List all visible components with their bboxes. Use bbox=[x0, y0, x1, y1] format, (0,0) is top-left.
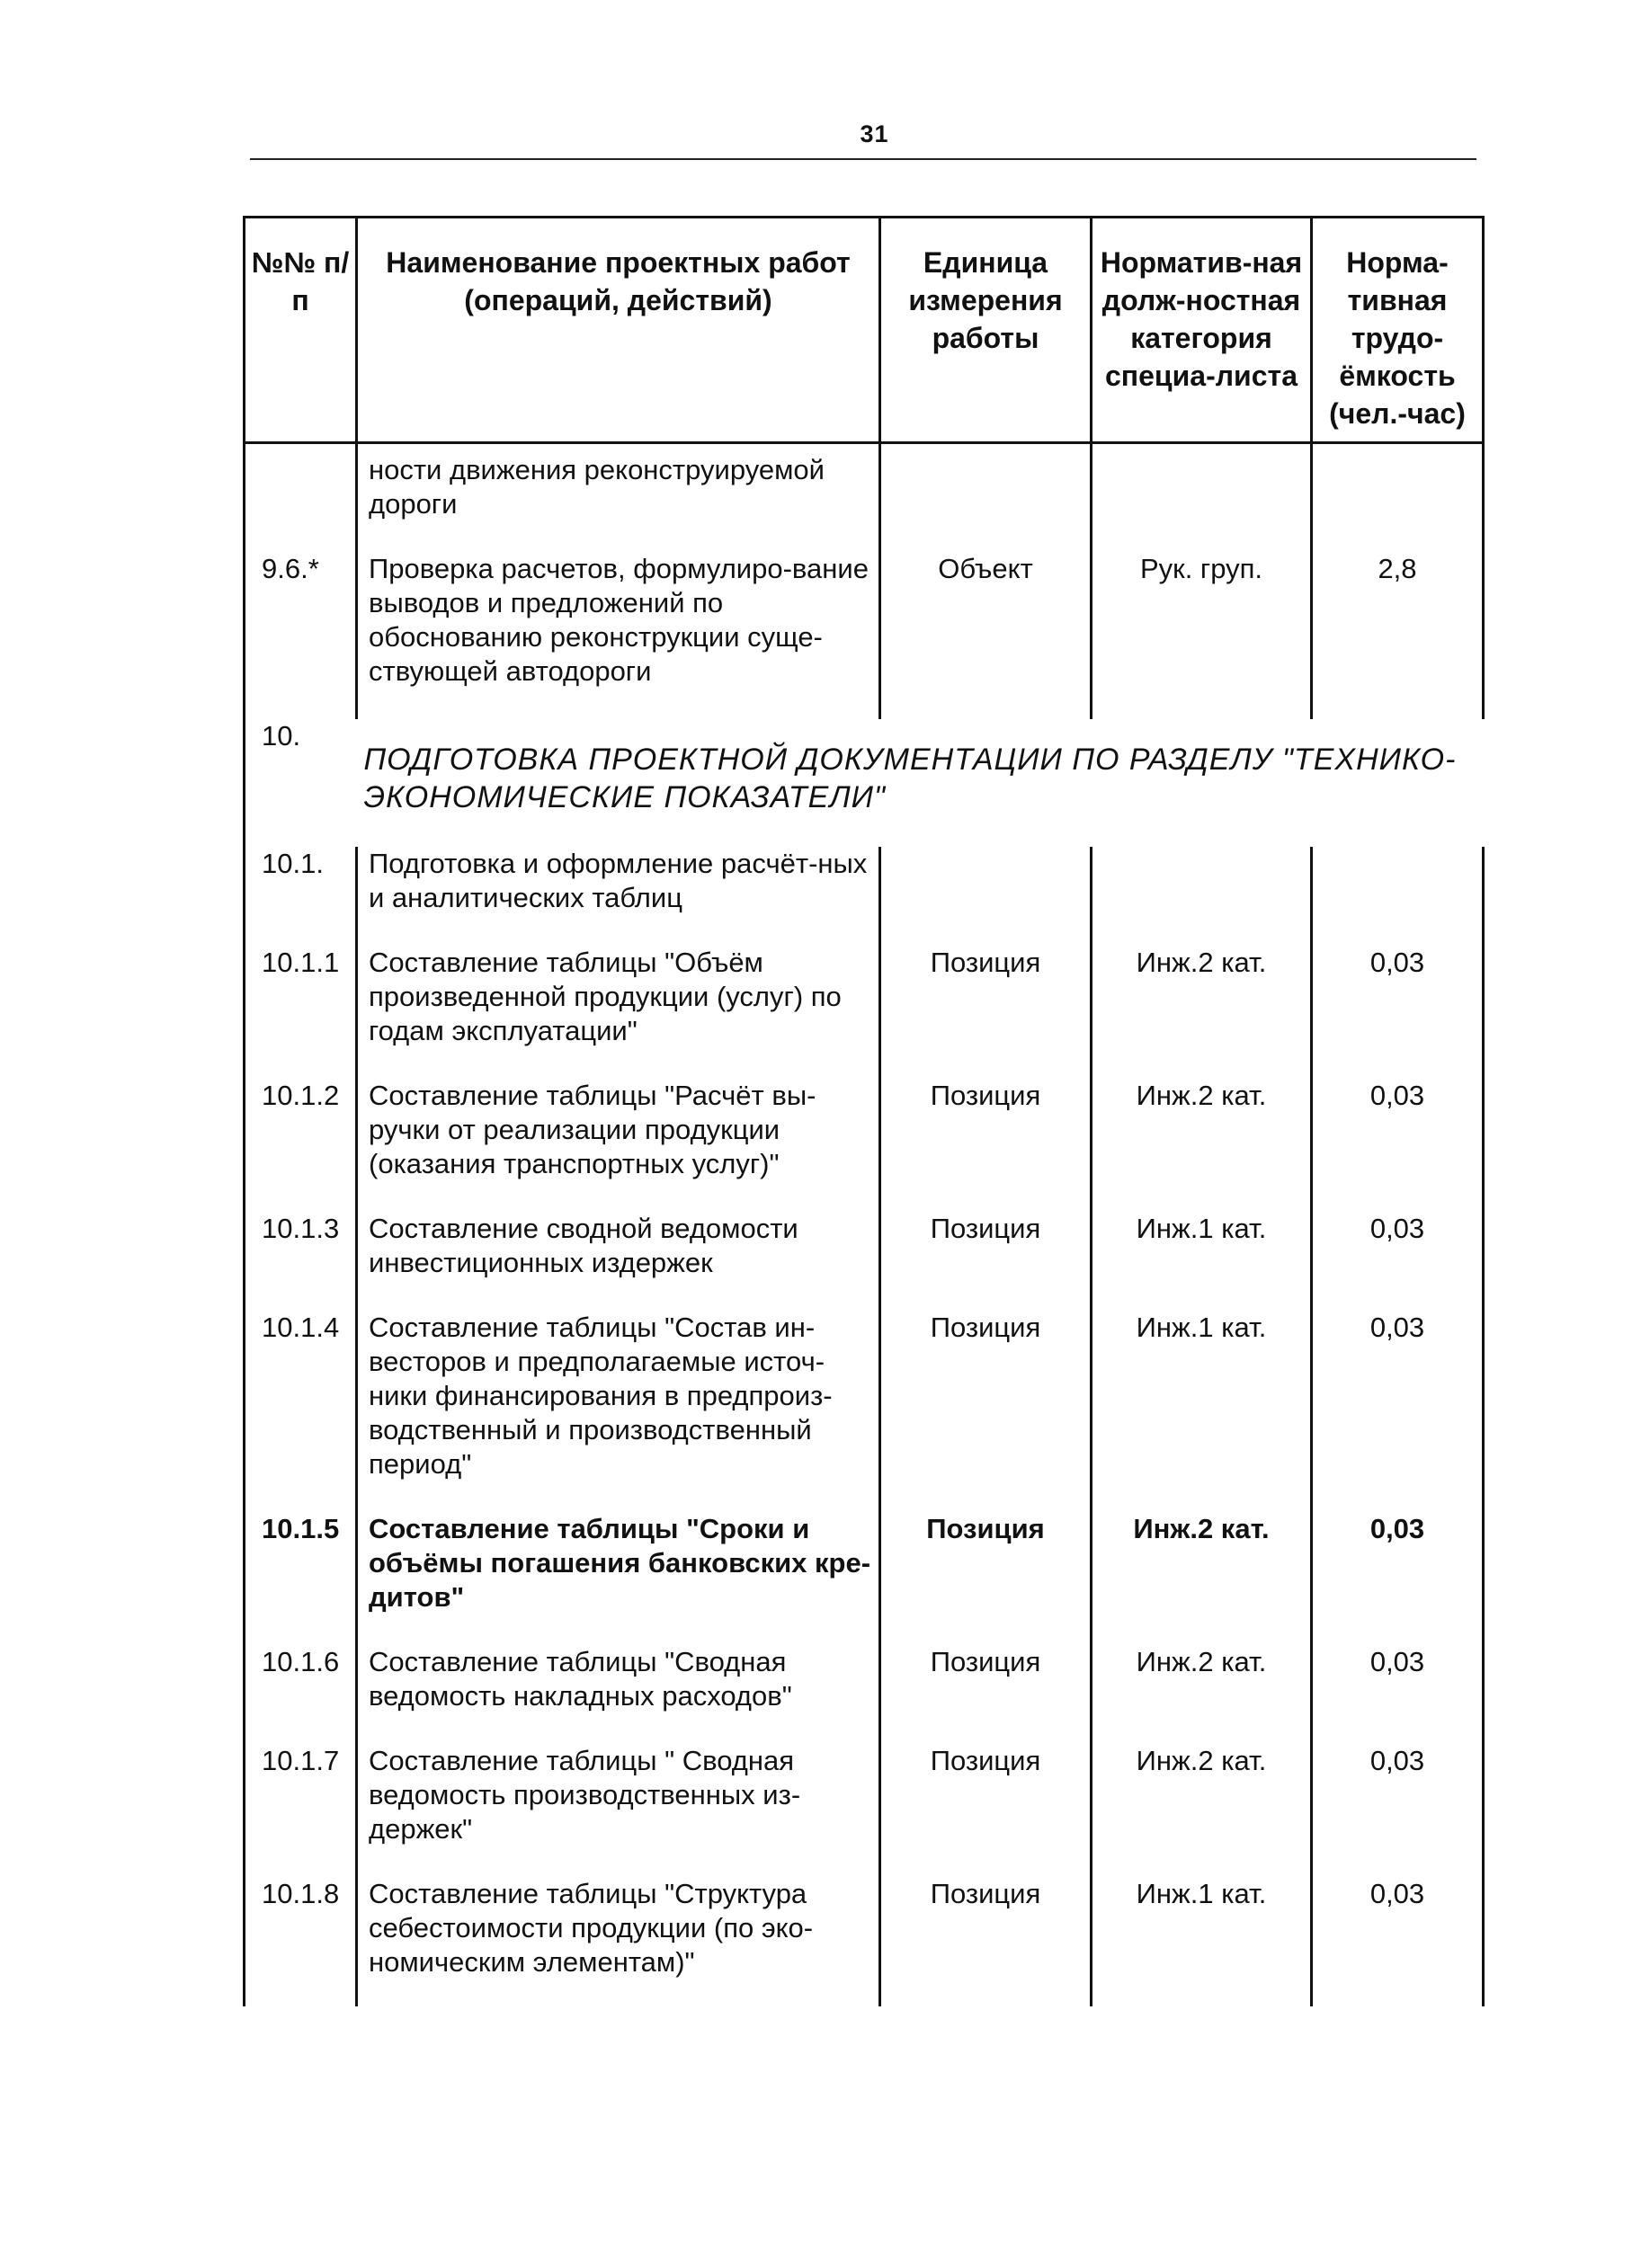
row-unit: Позиция bbox=[880, 1079, 1092, 1212]
row-number: 10.1.1 bbox=[245, 946, 357, 1079]
row-number: 10.1.2 bbox=[245, 1079, 357, 1212]
row-unit: Позиция bbox=[880, 1877, 1092, 2006]
row-unit: Позиция bbox=[880, 1512, 1092, 1645]
row-category: Рук. груп. bbox=[1092, 552, 1312, 719]
table-row bbox=[245, 847, 1484, 946]
row-number: 10.1.5 bbox=[245, 1512, 357, 1645]
row-hours: 0,03 bbox=[1312, 1877, 1484, 2006]
row-unit bbox=[880, 847, 1092, 946]
row-name: Подготовка и оформление расчёт-ных и аналитических таблиц bbox=[357, 847, 880, 946]
table-row bbox=[245, 946, 1484, 1079]
row-category: Инж.2 кат. bbox=[1092, 1744, 1312, 1877]
row-hours: 0,03 bbox=[1312, 1212, 1484, 1311]
row-name: Составление таблицы "Сроки и объёмы погашения банковских кре-дитов" bbox=[357, 1512, 880, 1645]
row-name: Составление таблицы "Структура себестоимости продукции (по эко-номическим элементам)" bbox=[357, 1877, 880, 2006]
row-hours: 0,03 bbox=[1312, 1311, 1484, 1512]
row-unit: Позиция bbox=[880, 946, 1092, 1079]
table-row bbox=[245, 1645, 1484, 1744]
row-unit: Позиция bbox=[880, 1311, 1092, 1512]
row-unit: Объект bbox=[880, 552, 1092, 719]
header-hours: Норма-тивная трудо-ёмкость (чел.-час) bbox=[1312, 218, 1484, 443]
row-name: Составление таблицы "Расчёт вы-ручки от реализации продукции (оказания транспортных услуг)" bbox=[357, 1079, 880, 1212]
row-name: Составление сводной ведомости инвестиционных издержек bbox=[357, 1212, 880, 1311]
row-category bbox=[1092, 443, 1312, 553]
row-name: Составление таблицы "Сводная ведомость накладных расходов" bbox=[357, 1645, 880, 1744]
table-row bbox=[245, 1512, 1484, 1645]
section-number: 10. bbox=[245, 719, 357, 847]
table-row bbox=[245, 1744, 1484, 1877]
page-number: 31 bbox=[860, 120, 889, 147]
row-number: 10.1. bbox=[245, 847, 357, 946]
row-hours: 0,03 bbox=[1312, 1512, 1484, 1645]
header-number: №№ п/п bbox=[245, 218, 357, 443]
row-hours: 0,03 bbox=[1312, 1645, 1484, 1744]
header-row bbox=[245, 218, 1484, 443]
table-row bbox=[245, 1877, 1484, 2006]
header-unit: Единица измерения работы bbox=[880, 218, 1092, 443]
row-name: Проверка расчетов, формулиро-вание выводов и предложений по обоснованию реконструкции суще-ствующей автодороги bbox=[357, 552, 880, 719]
row-name: Составление таблицы "Состав ин-весторов и предполагаемые источ-ники финансирования в предпроиз-водственный и производственный период" bbox=[357, 1311, 880, 1512]
row-category: Инж.2 кат. bbox=[1092, 1645, 1312, 1744]
top-rule bbox=[250, 158, 1476, 160]
row-hours bbox=[1312, 443, 1484, 553]
row-category: Инж.2 кат. bbox=[1092, 1512, 1312, 1645]
row-number bbox=[245, 443, 357, 553]
row-category bbox=[1092, 847, 1312, 946]
table-row bbox=[245, 1311, 1484, 1512]
header-category: Норматив-ная долж-ностная категория специа-листа bbox=[1092, 218, 1312, 443]
row-category: Инж.2 кат. bbox=[1092, 1079, 1312, 1212]
row-category: Инж.1 кат. bbox=[1092, 1311, 1312, 1512]
row-name: ности движения реконструируемой дороги bbox=[357, 443, 880, 553]
section-title: ПОДГОТОВКА ПРОЕКТНОЙ ДОКУМЕНТАЦИИ ПО РАЗДЕЛУ "ТЕХНИКО-ЭКОНОМИЧЕСКИЕ ПОКАЗАТЕЛИ" bbox=[363, 743, 1457, 814]
row-hours: 0,03 bbox=[1312, 1079, 1484, 1212]
row-name: Составление таблицы "Объём произведенной продукции (услуг) по годам эксплуатации" bbox=[357, 946, 880, 1079]
section-row bbox=[245, 719, 1484, 847]
row-hours: 2,8 bbox=[1312, 552, 1484, 719]
table-row bbox=[245, 552, 1484, 719]
table-row bbox=[245, 1212, 1484, 1311]
row-number: 10.1.7 bbox=[245, 1744, 357, 1877]
row-number: 10.1.3 bbox=[245, 1212, 357, 1311]
row-hours bbox=[1312, 847, 1484, 946]
row-number: 10.1.8 bbox=[245, 1877, 357, 2006]
row-category: Инж.2 кат. bbox=[1092, 946, 1312, 1079]
row-hours: 0,03 bbox=[1312, 946, 1484, 1079]
row-number: 10.1.6 bbox=[245, 1645, 357, 1744]
table-row bbox=[245, 1079, 1484, 1212]
row-unit: Позиция bbox=[880, 1645, 1092, 1744]
norm-table bbox=[243, 216, 1485, 2006]
row-hours: 0,03 bbox=[1312, 1744, 1484, 1877]
row-unit: Позиция bbox=[880, 1212, 1092, 1311]
row-category: Инж.1 кат. bbox=[1092, 1212, 1312, 1311]
row-category: Инж.1 кат. bbox=[1092, 1877, 1312, 2006]
row-unit: Позиция bbox=[880, 1744, 1092, 1877]
row-unit bbox=[880, 443, 1092, 553]
table-row bbox=[245, 443, 1484, 553]
row-number: 10.1.4 bbox=[245, 1311, 357, 1512]
header-name: Наименование проектных работ (операций, действий) bbox=[357, 218, 880, 443]
row-number: 9.6.* bbox=[245, 552, 357, 719]
row-name: Составление таблицы " Сводная ведомость производственных из-держек" bbox=[357, 1744, 880, 1877]
